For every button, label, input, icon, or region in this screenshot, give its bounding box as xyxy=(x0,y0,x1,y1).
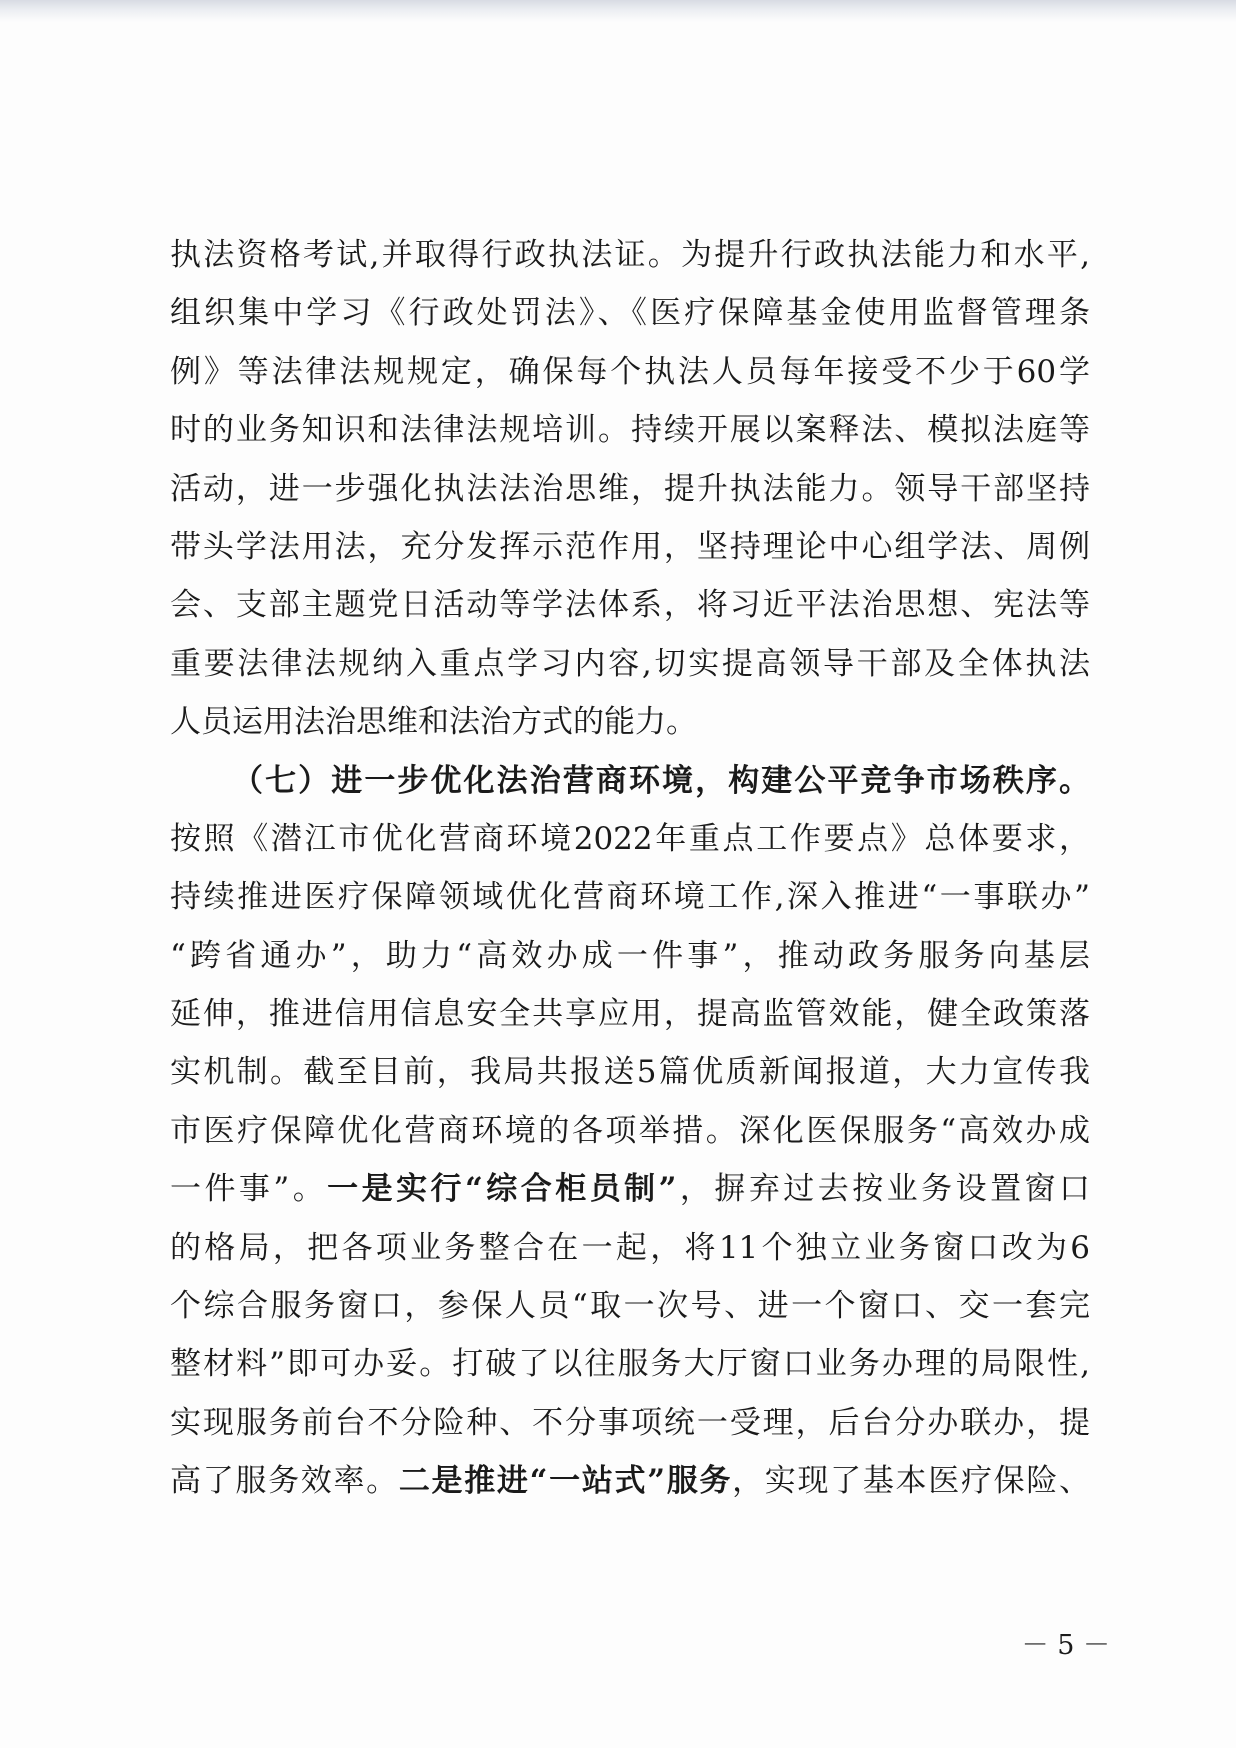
text-run: 实现服务前台不分险种、不分事项统一受理，后台分办联办，提 xyxy=(170,1404,1090,1441)
text-line xyxy=(170,927,1090,985)
text-line xyxy=(170,693,1090,751)
text-run: 高了服务效率。 xyxy=(170,1463,399,1500)
text-line xyxy=(170,1277,1090,1335)
body-text xyxy=(170,226,1090,1511)
text-line xyxy=(170,868,1090,926)
text-line xyxy=(170,1452,1090,1510)
scan-edge-shadow xyxy=(0,0,1236,22)
page-number: － 5 － xyxy=(1021,1630,1110,1661)
text-run: “跨省通办”，助力“高效办成一件事”，推动政务服务向基层 xyxy=(170,937,1090,974)
text-run: 延伸，推进信用信息安全共享应用，提高监管效能，健全政策落 xyxy=(170,996,1090,1033)
text-line xyxy=(170,1160,1090,1218)
text-line xyxy=(170,1394,1090,1452)
text-run: 一件事”。 xyxy=(170,1171,328,1208)
text-run: 按照《潜江市优化营商环境2022年重点工作要点》总体要求， xyxy=(170,820,1090,857)
text-line xyxy=(170,284,1090,342)
bold-run: 一是实行“综合柜员制” xyxy=(327,1171,677,1208)
text-line xyxy=(170,1219,1090,1277)
text-line xyxy=(170,401,1090,459)
text-run: 人员运用法治思维和法治方式的能力。 xyxy=(170,704,697,741)
text-run: 市医疗保障优化营商环境的各项举措。深化医保服务“高效办成 xyxy=(170,1112,1090,1149)
text-run: ，实现了基本医疗保险、 xyxy=(732,1463,1090,1500)
text-line xyxy=(170,576,1090,634)
text-line xyxy=(170,635,1090,693)
text-run: 实机制。截至目前，我局共报送5篇优质新闻报道，大力宣传我 xyxy=(170,1054,1090,1091)
text-line xyxy=(170,1335,1090,1393)
text-line xyxy=(170,1043,1090,1101)
text-run: 个综合服务窗口，参保人员“取一次号、进一个窗口、交一套完 xyxy=(170,1288,1090,1325)
text-run: 活动，进一步强化执法法治思维，提升执法能力。领导干部坚持 xyxy=(170,470,1090,507)
text-line xyxy=(170,343,1090,401)
text-run: 组织集中学习《行政处罚法》、《医疗保障基金使用监督管理条 xyxy=(170,295,1090,332)
text-line xyxy=(170,810,1090,868)
text-line xyxy=(170,985,1090,1043)
text-line xyxy=(170,460,1090,518)
text-run: 例》等法律法规规定，确保每个执法人员每年接受不少于60学 xyxy=(170,353,1090,390)
text-run: 的格局，把各项业务整合在一起，将11个独立业务窗口改为6 xyxy=(170,1229,1090,1266)
text-run: 带头学法用法，充分发挥示范作用，坚持理论中心组学法、周例 xyxy=(170,528,1090,565)
bold-run: 二是推进“一站式”服务 xyxy=(398,1463,733,1500)
text-line xyxy=(170,518,1090,576)
text-run: 时的业务知识和法律法规培训。持续开展以案释法、模拟法庭等 xyxy=(170,412,1090,449)
text-line xyxy=(170,226,1090,284)
text-run: 会、支部主题党日活动等学法体系，将习近平法治思想、宪法等 xyxy=(170,587,1090,624)
text-run: 持续推进医疗保障领域优化营商环境工作,深入推进“一事联办” xyxy=(170,879,1090,916)
text-run: ，摒弃过去按业务设置窗口 xyxy=(676,1171,1090,1208)
text-run: 重要法律法规纳入重点学习内容,切实提高领导干部及全体执法 xyxy=(170,645,1090,682)
section-heading xyxy=(170,752,1090,810)
text-run: 整材料”即可办妥。打破了以往服务大厅窗口业务办理的局限性, xyxy=(170,1346,1090,1383)
heading-text: （七）进一步优化法治营商环境，构建公平竞争市场秩序。 xyxy=(232,762,1090,799)
text-line xyxy=(170,1102,1090,1160)
text-run: 执法资格考试,并取得行政执法证。为提升行政执法能力和水平, xyxy=(170,237,1090,273)
